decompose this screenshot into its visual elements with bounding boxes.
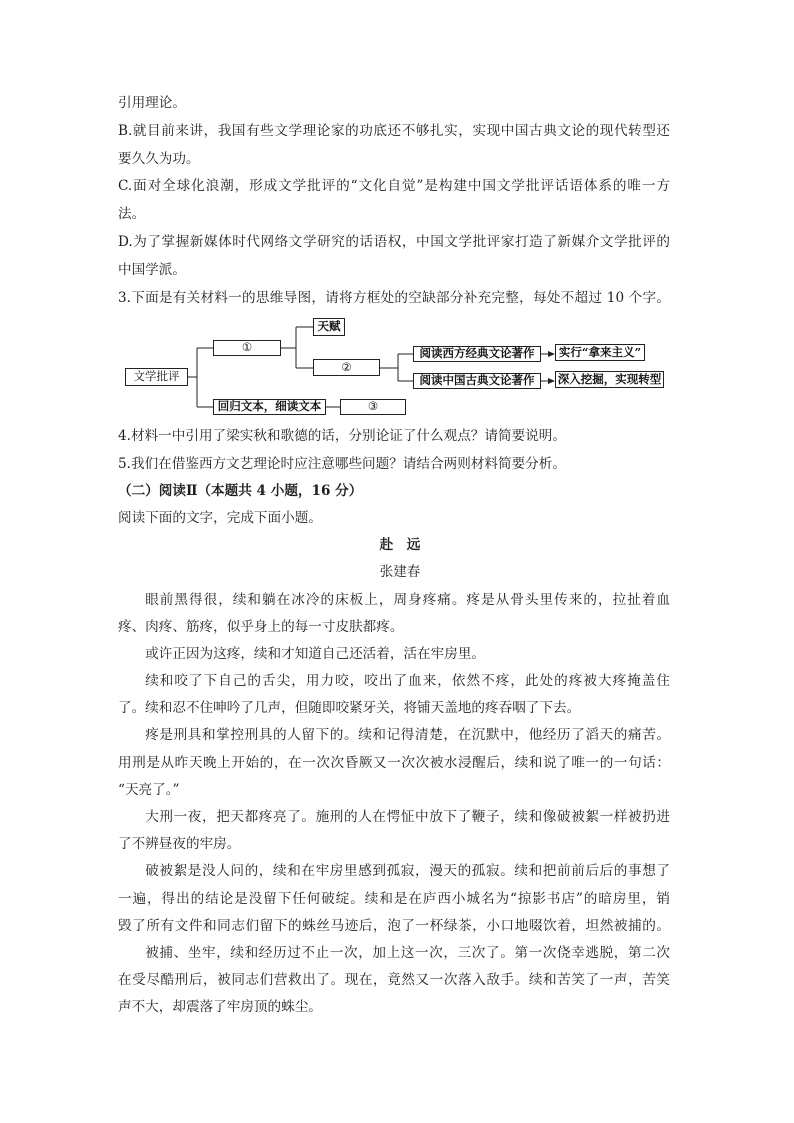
paragraph-line: 或许正因为这疼，续和才知道自己还活着，活在牢房里。 xyxy=(145,645,486,662)
paragraph-line: 用刑是从昨天晚上开始的，在一次次昏厥又一次次被水浸醒后，续和说了唯一的一句话： xyxy=(118,754,670,771)
paragraph-line: 一遍，得出的结论是没留下任何破绽。续和是在庐西小城名为“掠影书店”的暗房里，销 xyxy=(118,890,670,907)
option-c-line: C.面对全球化浪潮，形成文学批评的“文化自觉”是构建中国文学批评话语体系的唯一方 xyxy=(118,178,670,195)
question-4: 4.材料一中引用了梁实秋和歌德的话，分别论证了什么观点？请简要说明。 xyxy=(118,428,566,445)
return-to-text-box: 回归文本，细读文本 xyxy=(213,399,326,415)
paragraph-line: 毁了所有文件和同志们留下的蛛丝马迹后，泡了一杯绿茶，小口地啜饮着，坦然被捕的。 xyxy=(118,917,670,934)
talent-box: 天赋 xyxy=(313,318,345,336)
paragraph-line: 眼前黑得很，续和躺在冰冷的床板上，周身疼痛。疼是从骨头里传来的，拉扯着血 xyxy=(145,591,670,608)
paragraph-line: 续和咬了下自己的舌尖，用力咬，咬出了血来，依然不疼，此处的疼被大疼掩盖住 xyxy=(145,673,670,690)
question-2-options xyxy=(118,90,670,312)
option-a-end-line: 引用理论。 xyxy=(118,95,186,111)
paragraph-line: 了不辨昼夜的牢房。 xyxy=(118,836,241,853)
arrowhead-chinese xyxy=(548,378,555,384)
section-heading: （二）阅读Ⅱ（本题共 4 小题，16 分） xyxy=(118,482,363,499)
option-b-line: 要久久为功。 xyxy=(118,150,200,167)
paragraph-line: 疼是刑具和掌控刑具的人留下的。续和记得清楚，在沉默中，他经历了滔天的痛苦。 xyxy=(145,727,670,744)
blank-1-box: ① xyxy=(213,340,281,356)
paragraph-line: 大刑一夜，把天都疼亮了。施刑的人在愕怔中放下了鞭子，续和像破被絮一样被扔进 xyxy=(145,809,670,826)
option-b-line: B.就目前来讲，我国有些文学理论家的功底还不够扎实，实现中国古典文论的现代转型还 xyxy=(118,122,670,139)
option-d-line: 中国学派。 xyxy=(118,261,186,278)
option-d-line: D.为了掌握新媒体时代网络文学研究的话语权，中国文学批评家打造了新媒介文学批评的 xyxy=(118,233,670,250)
dig-deep-box: 深入挖掘，实现转型 xyxy=(555,371,664,388)
story-title: 赴 远 xyxy=(379,537,421,554)
paragraph-line: “天亮了。” xyxy=(118,781,180,798)
paragraph-line: 在受尽酷刑后，被同志们营救出了。现在，竟然又一次落入敌手。续和苦笑了一声，苦笑 xyxy=(118,972,670,989)
adopt-box: 实行“拿来主义” xyxy=(555,344,645,361)
section-instruction: 阅读下面的文字，完成下面小题。 xyxy=(118,509,322,526)
read-chinese-box: 阅读中国古典文论著作 xyxy=(413,373,541,389)
story-author: 张建春 xyxy=(379,564,421,581)
paragraph-line: 被捕、坐牢，续和经历过不止一次，加上这一次，三次了。第一次侥幸逃脱，第二次 xyxy=(145,944,670,961)
question-3-prompt: 3.下面是有关材料一的思维导图，请将方框处的空缺部分补充完整，每处不超过 10 个字。 xyxy=(118,289,670,306)
mind-map-root-box: 文学批评 xyxy=(125,368,188,386)
blank-2-box: ② xyxy=(313,359,380,376)
blank-3-box: ③ xyxy=(340,399,406,415)
paragraph-line: 疼、肉疼、筋疼，似乎身上的每一寸皮肤都疼。 xyxy=(118,618,404,635)
reading-section xyxy=(118,423,670,1021)
paragraph-line: 了。续和忍不住呻吟了几声，但随即咬紧牙关，将铺天盖地的疼吞咽了下去。 xyxy=(118,700,581,717)
question-5: 5.我们在借鉴西方文艺理论时应注意哪些问题？请结合两则材料简要分析。 xyxy=(118,455,566,472)
option-c-line: 法。 xyxy=(118,206,146,223)
arrowhead-western xyxy=(548,351,555,357)
paragraph-line: 破被絮是没人问的，续和在牢房里感到孤寂，漫天的孤寂。续和把前前后后的事想了 xyxy=(145,863,670,880)
read-western-box: 阅读西方经典文论著作 xyxy=(413,346,541,362)
paragraph-line: 声不大，却震落了牢房顶的蛛尘。 xyxy=(118,999,322,1016)
